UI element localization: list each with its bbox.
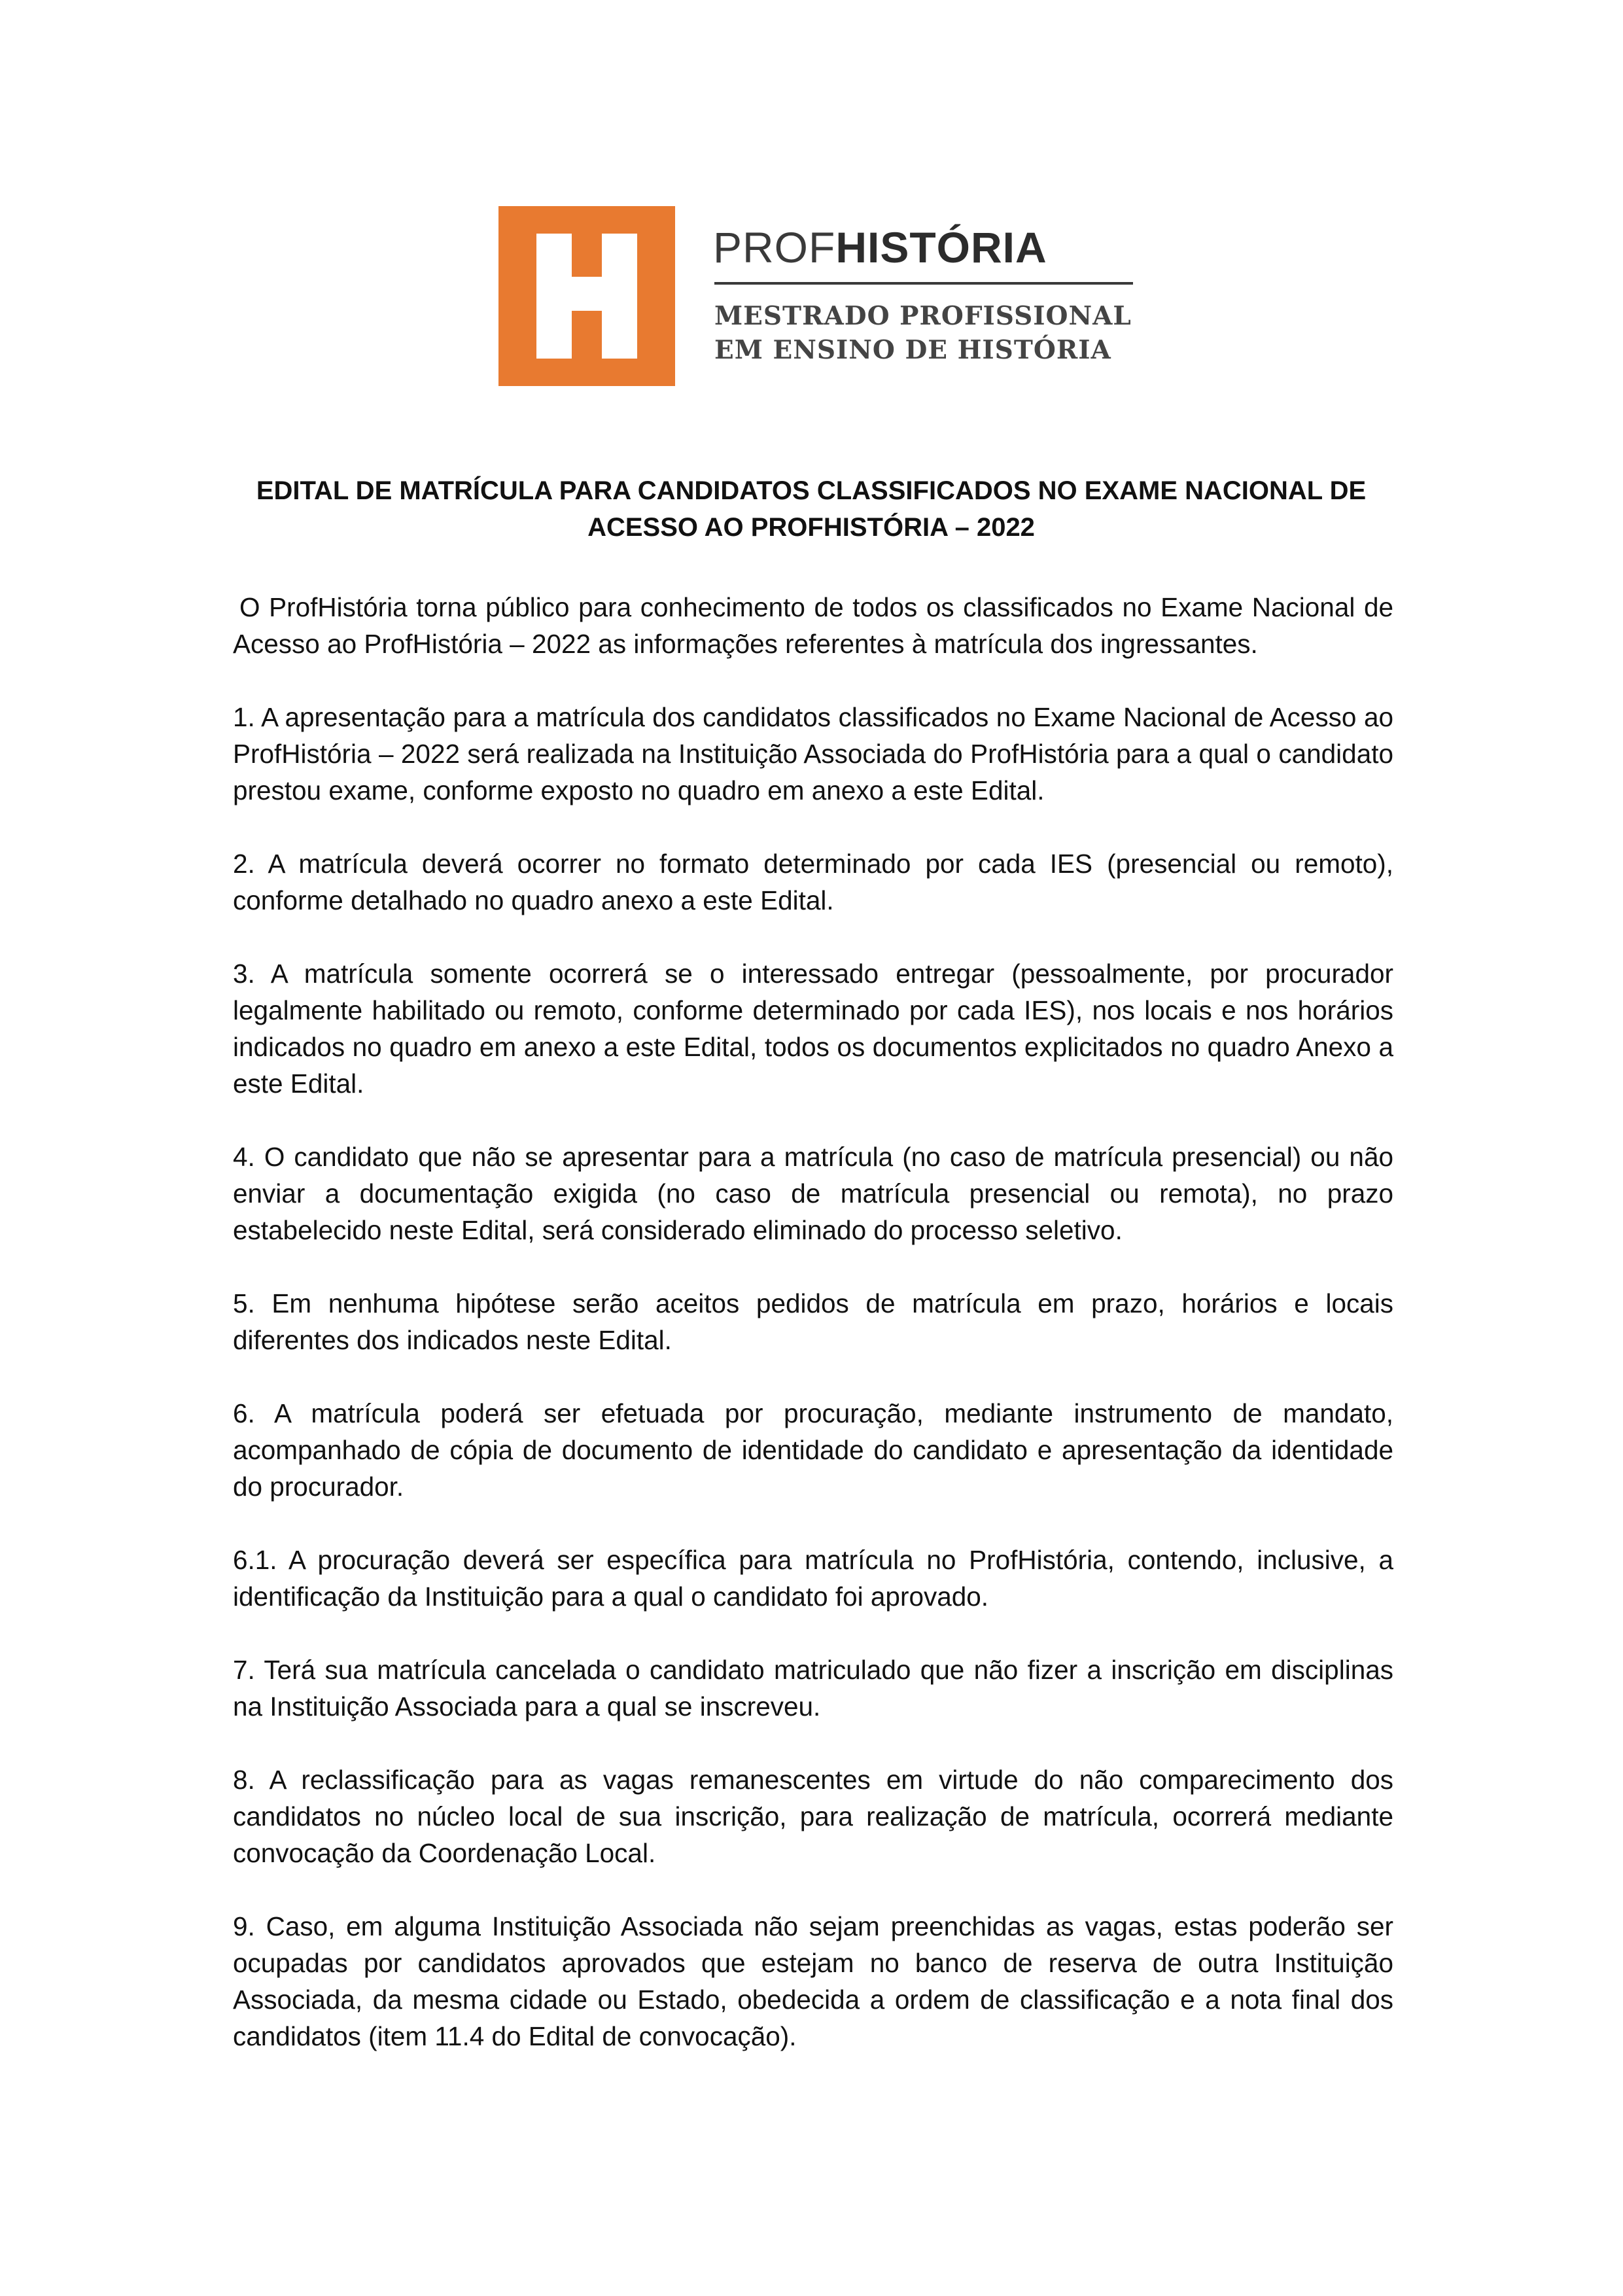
paragraph-1: 1. A apresentação para a matrícula dos candidatos classificados no Exame Nacional de Acesso ao ProfHistória – 2022 será realizada na Instituição Associada do ProfHistória para a qual o candidato prestou exame, conforme exposto no quadro em anexo a este Edital. (233, 702, 1393, 805)
logo-divider (714, 282, 1133, 285)
paragraph-8: 8. A reclassificação para as vagas remanescentes em virtude do não comparecimento dos candidatos no núcleo local de sua inscrição, para realização de matrícula, ocorrerá mediante convocação da Coordenação Local. (233, 1765, 1393, 1868)
logo-h-mark (498, 206, 675, 386)
paragraph-6: 6. A matrícula poderá ser efetuada por procuração, mediante instrumento de mandato, acompanhado de cópia de documento de identidade do candidato e apresentação da identidade do procurador. (233, 1398, 1393, 1502)
logo-wordmark (713, 223, 1047, 272)
paragraph-4: 4. O candidato que não se apresentar para a matrícula (no caso de matrícula presencial) ou não enviar a documentação exigida (no caso de matrícula presencial ou remota), no prazo estabelecido neste Edital, será considerado eliminado do processo seletivo. (233, 1142, 1393, 1245)
logo-word-prof: PROF (713, 223, 836, 272)
paragraph-2: 2. A matrícula deverá ocorrer no formato determinado por cada IES (presencial ou remoto), conforme detalhado no quadro anexo a este Edital. (233, 849, 1393, 915)
logo-subtitle (714, 299, 1132, 367)
paragraph-6-1: 6.1. A procuração deverá ser específica para matrícula no ProfHistória, contendo, inclusive, a identificação da Instituição para a qual o candidato foi aprovado. (233, 1545, 1393, 1612)
document-body (233, 589, 1393, 2091)
paragraph-7: 7. Terá sua matrícula cancelada o candidato matriculado que não fizer a inscrição em disciplinas na Instituição Associada para a qual se inscreveu. (233, 1655, 1393, 1722)
document-title (216, 472, 1406, 546)
logo-word-historia: HISTÓRIA (835, 223, 1047, 272)
paragraph-5: 5. Em nenhuma hipótese serão aceitos pedidos de matrícula em prazo, horários e locais diferentes dos indicados neste Edital. (233, 1288, 1393, 1355)
logo-h-icon (498, 206, 675, 386)
paragraph-3: 3. A matrícula somente ocorrerá se o interessado entregar (pessoalmente, por procurador legalmente habilitado ou remoto, conforme determinado por cada IES), nos locais e nos horários indicados no quadro em anexo a este Edital, todos os documentos explicitados no quadro Anexo a este Edital. (233, 959, 1393, 1099)
logo-subtitle-line1: MESTRADO PROFISSIONAL (714, 301, 1132, 331)
paragraph-9: 9. Caso, em alguma Instituição Associada não sejam preenchidas as vagas, estas poderão ser ocupadas por candidatos aprovados que estejam no banco de reserva de outra Instituição Associada, da mesma cidade ou Estado, obedecida a ordem de classificação e a nota final dos candidatos (item 11.4 do Edital de convocação). (233, 1911, 1393, 2051)
title-line2: ACESSO AO PROFHISTÓRIA – 2022 (587, 513, 1035, 542)
logo-subtitle-line2: EM ENSINO DE HISTÓRIA (714, 335, 1111, 365)
intro-paragraph: O ProfHistória torna público para conhecimento de todos os classificados no Exame Nacional de Acesso ao ProfHistória – 2022 as informações referentes à matrícula dos ingressantes. (233, 592, 1393, 659)
profhistoria-logo (498, 206, 1153, 386)
title-line1: EDITAL DE MATRÍCULA PARA CANDIDATOS CLASSIFICADOS NO EXAME NACIONAL DE (256, 476, 1367, 505)
